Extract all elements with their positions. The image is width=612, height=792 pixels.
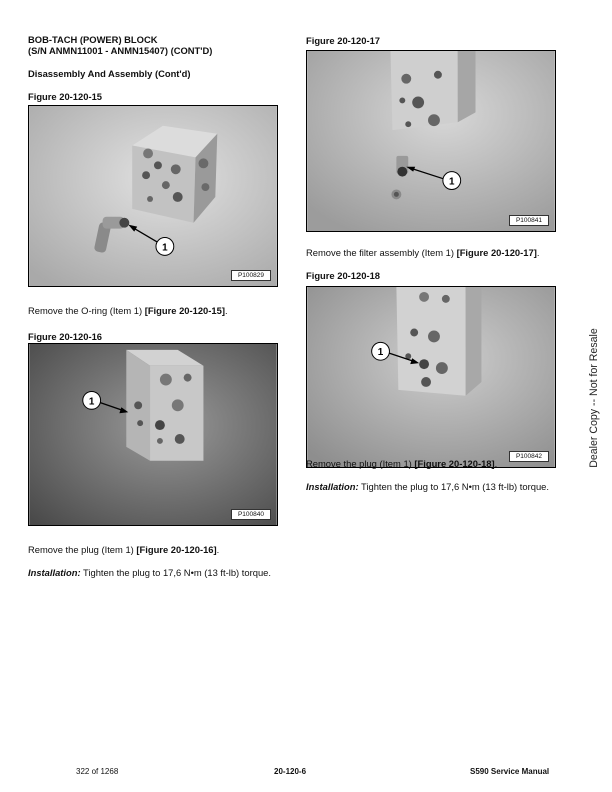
figure-15-instruction: Remove the O-ring (Item 1) [Figure 20-120-15]. (28, 305, 228, 316)
footer-page-count: 322 of 1268 (76, 767, 119, 776)
figure-16-instruction: Remove the plug (Item 1) [Figure 20-120-16]. (28, 544, 220, 555)
section-title (28, 35, 212, 56)
figure-15-photo (28, 105, 278, 287)
figure-15-photo-code: P100829 (231, 270, 271, 281)
section-title-line1: BOB-TACH (POWER) BLOCK (28, 34, 158, 45)
figure-18-reference: [Figure 20-120-18] (414, 458, 495, 469)
figure-17-photo-code: P100841 (509, 215, 549, 226)
figure-17-callout: 1 (449, 176, 455, 188)
figure-18-instruction: Remove the plug (Item 1) [Figure 20-120-18]. (306, 458, 498, 469)
section-title-line2: (S/N ANMN11001 - ANMN15407) (CONT'D) (28, 44, 213, 56)
figure-15-label: Figure 20-120-15 (28, 91, 102, 102)
figure-16-photo-code: P100840 (231, 509, 271, 520)
figure-18-photo-code: P100842 (509, 451, 549, 462)
footer-manual-title: S590 Service Manual (470, 767, 550, 776)
figure-18-installation-label: Installation: (306, 481, 359, 492)
footer-page-number: 20-120-6 (274, 767, 307, 776)
figure-17-image (307, 51, 555, 231)
figure-15-callout: 1 (162, 242, 168, 254)
figure-18-installation: Installation: Tighten the plug to 17,6 N•m (13 ft-lb) torque. (306, 481, 549, 492)
figure-17-instruction: Remove the filter assembly (Item 1) [Figure 20-120-17]. (306, 247, 540, 258)
figure-15-reference: [Figure 20-120-15] (144, 305, 225, 316)
figure-18-image (307, 287, 555, 467)
section-subtitle: Disassembly And Assembly (Cont'd) (28, 68, 191, 79)
figure-16-callout: 1 (88, 396, 95, 408)
figure-16-label: Figure 20-120-16 (28, 331, 102, 342)
figure-18-label: Figure 20-120-18 (306, 270, 380, 281)
figure-15-image (29, 106, 277, 286)
figure-16-reference: [Figure 20-120-16] (136, 544, 217, 555)
figure-17-reference: [Figure 20-120-17] (456, 247, 537, 258)
figure-16-installation: Installation: Tighten the plug to 17,6 N•m (13 ft-lb) torque. (28, 567, 271, 578)
figure-17-photo (306, 50, 556, 232)
figure-17-label: Figure 20-120-17 (306, 35, 380, 46)
figure-18-callout: 1 (377, 347, 384, 359)
figure-16-photo (28, 343, 278, 526)
figure-16-image (29, 344, 277, 525)
figure-16-installation-label: Installation: (28, 567, 81, 578)
dealer-copy-watermark: Dealer Copy -- Not for Resale (588, 328, 600, 468)
figure-18-photo (306, 286, 556, 468)
